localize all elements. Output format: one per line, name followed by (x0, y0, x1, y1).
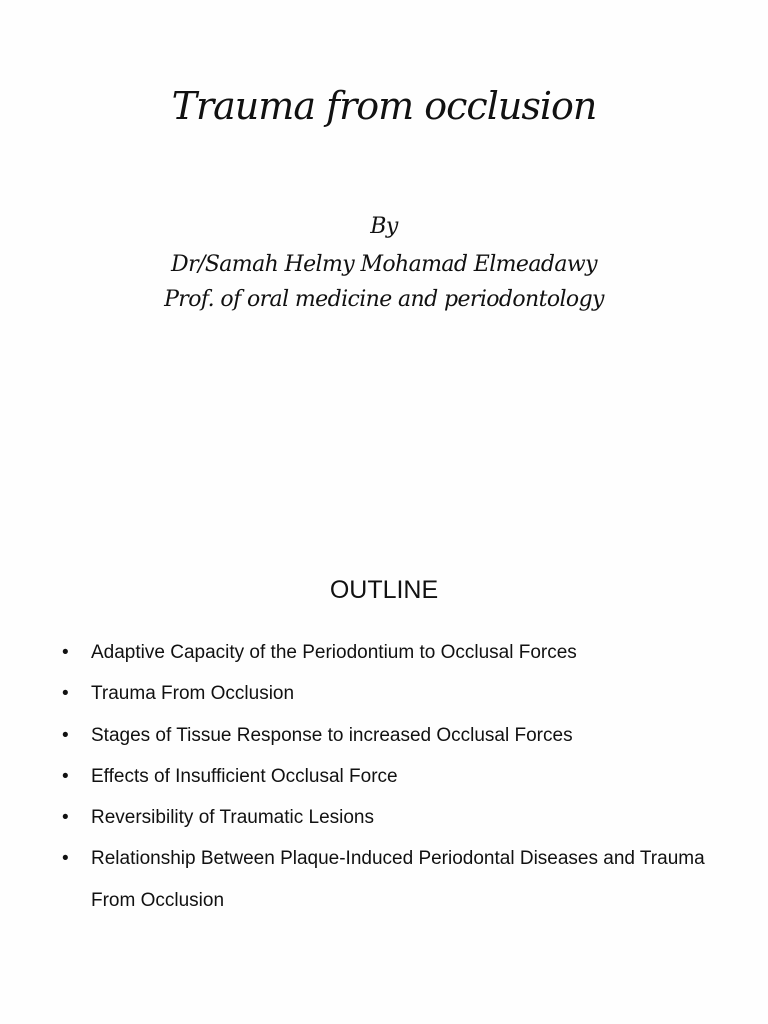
outline-item-text: Stages of Tissue Response to increased Occlusal Forces (91, 724, 573, 746)
outline-item (62, 797, 722, 838)
outline-item-text: Adaptive Capacity of the Periodontium to Occlusal Forces (91, 642, 577, 663)
author-name: Dr/Samah Helmy Mohamad Elmeadawy (171, 252, 597, 277)
outline-list (62, 632, 722, 921)
bullet-icon: • (62, 683, 69, 705)
outline-item (62, 838, 722, 921)
byline-by: By (370, 214, 398, 239)
bullet-icon: • (62, 765, 69, 787)
bullet-icon: • (62, 807, 69, 829)
outline-item (62, 715, 722, 756)
bullet-icon: • (62, 848, 69, 870)
document-title: Trauma from occlusion (171, 84, 597, 128)
outline-item (62, 673, 722, 714)
outline-item (62, 632, 722, 673)
outline-heading: OUTLINE (329, 576, 439, 604)
bullet-icon: • (62, 724, 69, 746)
outline-item-text: Effects of Insufficient Occlusal Force (91, 765, 398, 787)
outline-item-text: Relationship Between Plaque-Induced Periodontal Diseases and Trauma From Occlusion (91, 848, 705, 911)
outline-item-text: Reversibility of Traumatic Lesions (91, 807, 374, 829)
author-affiliation: Prof. of oral medicine and periodontology (164, 287, 604, 312)
outline-item-text: Trauma From Occlusion (91, 683, 295, 705)
outline-item (62, 756, 722, 797)
bullet-icon: • (62, 642, 69, 663)
